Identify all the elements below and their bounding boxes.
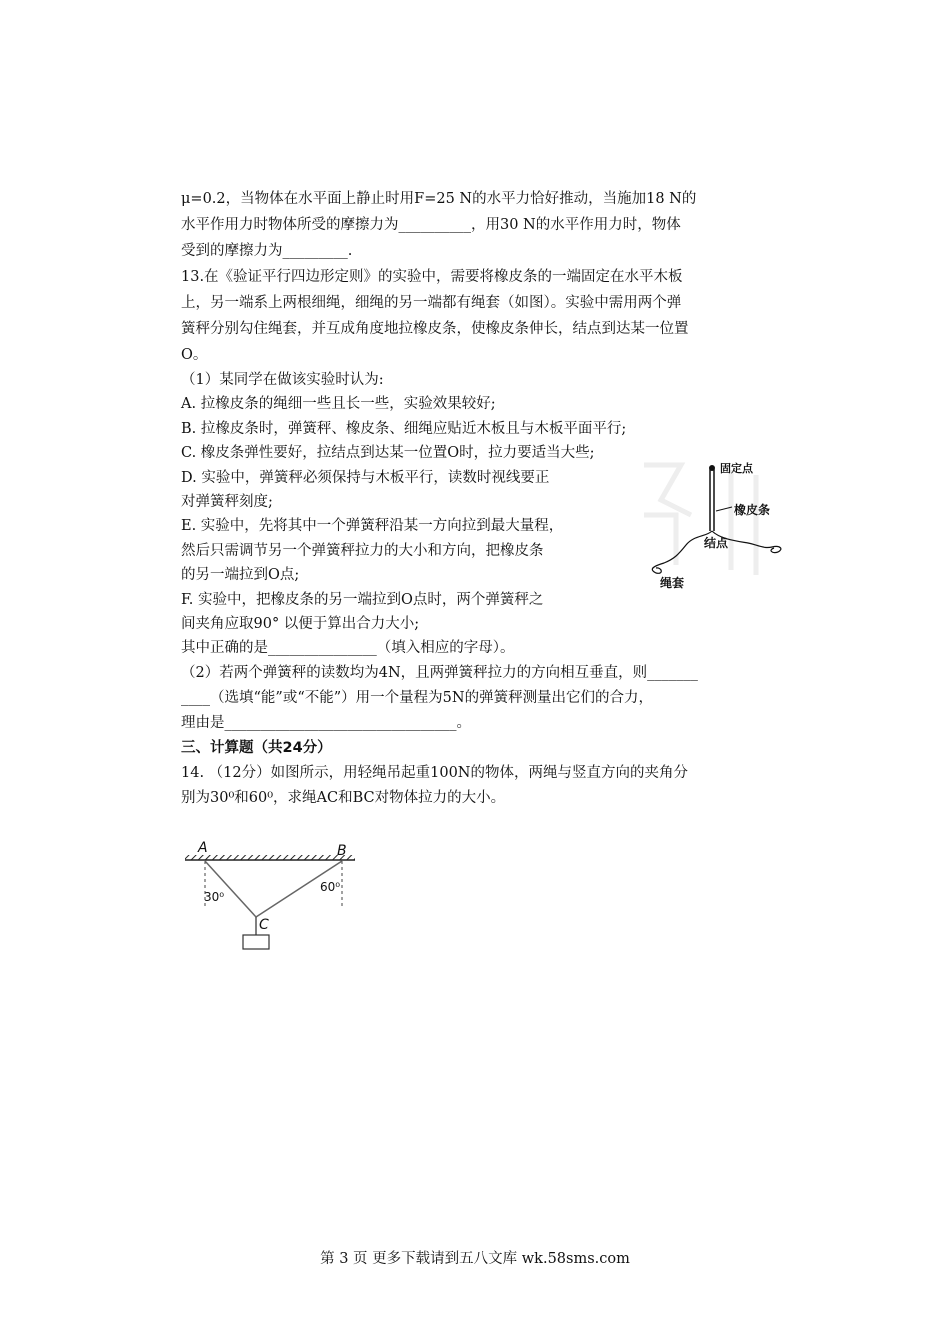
label-rope-loop: 绳套: [660, 576, 685, 590]
text-line: 理由是________________________________。: [181, 715, 471, 731]
rubber-band-figure: [636, 455, 791, 595]
option-e: E. 实验中，先将其中一个弹簧秤沿某一方向拉到最大量程，: [181, 518, 564, 534]
label-a: A: [198, 840, 208, 856]
question-13: 13.在《验证平行四边形定则》的实验中，需要将橡皮条的一端固定在水平木板: [181, 269, 683, 285]
option-d-cont: 对弹簧秤刻度;: [181, 494, 273, 510]
label-c: C: [259, 917, 269, 933]
hanging-weight-figure: [180, 835, 365, 960]
option-e-cont: 然后只需调节另一个弹簧秤拉力的大小和方向，把橡皮条: [181, 543, 544, 559]
text-line: 簧秤分别勾住绳套，并互成角度地拉橡皮条，使橡皮条伸长，结点到达某一位置: [181, 321, 689, 337]
text-line: μ=0.2，当物体在水平面上静止时用F=25 N的水平力恰好推动，当施加18 N的: [181, 191, 697, 207]
text-line: O。: [181, 347, 208, 363]
angle-30-label: 30⁰: [204, 890, 225, 904]
question-14: 14. （12分）如图所示，用轻绳吊起重100N的物体，两绳与竖直方向的夹角分: [181, 765, 688, 781]
angle-60-label: 60⁰: [320, 880, 341, 894]
text-line: 别为30⁰和60⁰，求绳AC和BC对物体拉力的大小。: [181, 790, 506, 806]
option-b: B. 拉橡皮条时，弹簧秤、橡皮条、细绳应贴近木板且与木板平面平行;: [181, 421, 627, 437]
option-a: A. 拉橡皮条的绳细一些且长一些，实验效果较好;: [181, 396, 496, 412]
text-line: ____（选填“能”或“不能”）用一个量程为5N的弹簧秤测量出它们的合力，: [181, 690, 654, 706]
option-f-cont: 间夹角应取90° 以便于算出合力大小;: [181, 616, 420, 632]
sub-question-2: （2）若两个弹簧秤的读数均为4N，且两弹簧秤拉力的方向相互垂直，则_______: [181, 665, 698, 681]
option-d: D. 实验中，弹簧秤必须保持与木板平行，读数时视线要正: [181, 470, 550, 486]
answer-line: 其中正确的是_______________（填入相应的字母）。: [181, 640, 515, 656]
text-line: 上，另一端系上两根细绳，细绳的另一端都有绳套（如图）。实验中需用两个弹: [181, 295, 682, 311]
option-e-cont: 的另一端拉到O点;: [181, 567, 300, 583]
section-heading: 三、计算题（共24分）: [181, 740, 332, 756]
option-c: C. 橡皮条弹性要好，拉结点到达某一位置O时，拉力要适当大些;: [181, 445, 595, 461]
label-rubber-band: 橡皮条: [734, 503, 771, 517]
sub-question-1: （1）某同学在做该实验时认为:: [181, 372, 384, 388]
text-line: 水平作用力时物体所受的摩擦力为__________，用30 N的水平作用力时，物体: [181, 217, 681, 233]
label-b: B: [337, 843, 347, 859]
label-fixed-point: 固定点: [720, 462, 753, 475]
page-footer: 第 3 页 更多下载请到五八文库 wk.58sms.com: [320, 1251, 630, 1267]
text-line: 受到的摩擦力为_________.: [181, 243, 353, 259]
label-knot: 结点: [704, 536, 729, 550]
option-f: F. 实验中，把橡皮条的另一端拉到O点时，两个弹簧秤之: [181, 592, 544, 608]
